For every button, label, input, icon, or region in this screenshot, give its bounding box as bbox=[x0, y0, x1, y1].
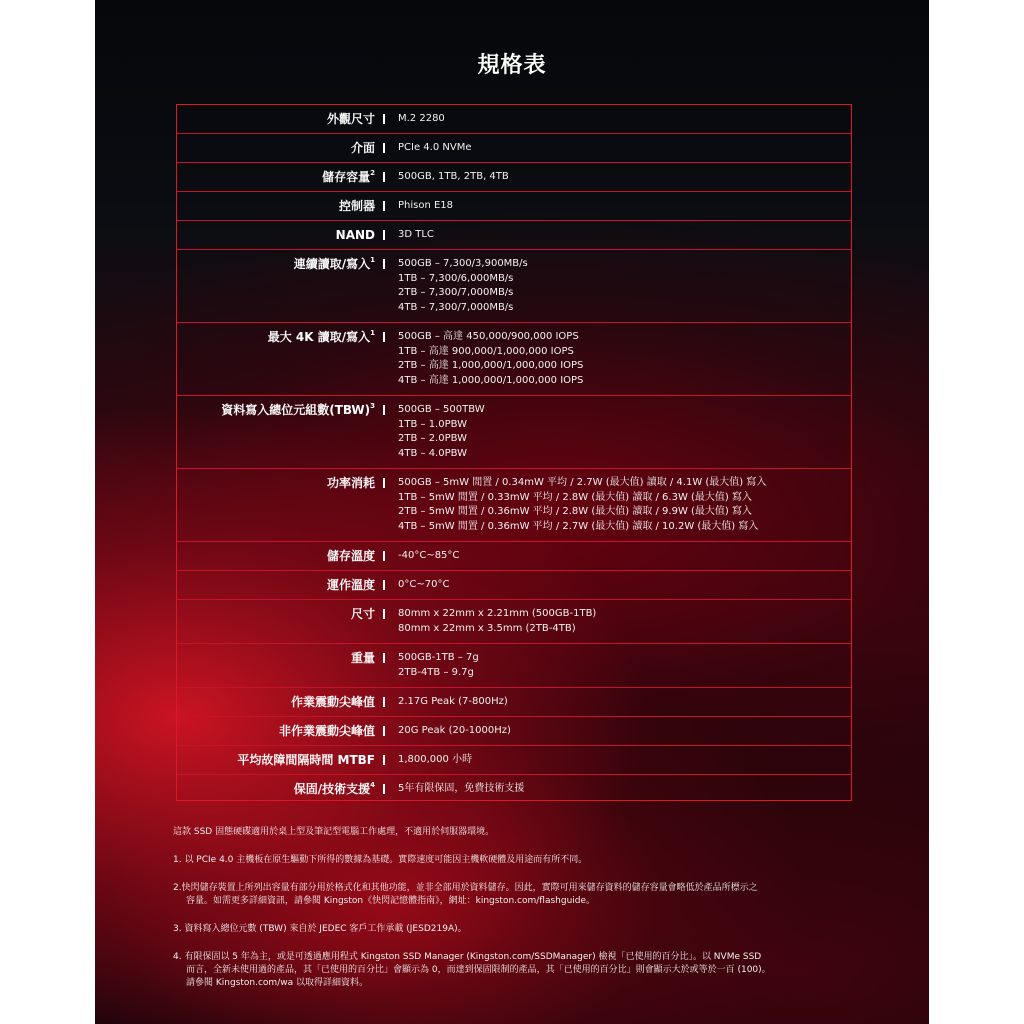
spec-row bbox=[177, 717, 851, 746]
spec-label: 外觀尺寸 bbox=[326, 112, 375, 126]
footnote bbox=[173, 854, 873, 867]
spec-value-line: 2.17G Peak (7-800Hz) bbox=[398, 696, 508, 707]
spec-row bbox=[177, 221, 851, 250]
separator-bar bbox=[383, 784, 385, 794]
spec-value-line: 20G Peak (20-1000Hz) bbox=[398, 725, 511, 736]
spec-row bbox=[177, 469, 851, 542]
spec-value bbox=[398, 651, 479, 680]
spec-label: 最大 4K 讀取/寫入$^1$ bbox=[267, 329, 375, 344]
spec-value-line: -40°C~85°C bbox=[398, 550, 460, 561]
spec-value-line: 80mm x 22mm x 2.21mm (500GB-1TB) bbox=[398, 608, 597, 619]
spec-value bbox=[398, 228, 434, 243]
spec-label: 作業震動尖峰值 bbox=[290, 695, 375, 709]
spec-value-line: 2TB – 2.0PBW bbox=[398, 433, 468, 444]
spec-value-line: Phison E18 bbox=[398, 200, 454, 211]
footnote-line: 而言，全新未使用過的產品，其「已使用的百分比」會顯示為 0，而達到保固限制的產品，其「已使用的百分比」則會顯示大於或等於一百 (100)。 bbox=[186, 965, 771, 975]
footnote-ref: 2 bbox=[370, 169, 375, 177]
spec-row bbox=[177, 134, 851, 163]
footnote-line: 容量。如需更多詳細資訊，請參閱 Kingston《快閃記憶體指南》，網址：kingston.com/flashguide。 bbox=[186, 896, 596, 906]
spec-value-line: 0°C~70°C bbox=[398, 579, 450, 590]
spec-value-line: 500GB – 5mW 閒置 / 0.34mW 平均 / 2.7W (最大值) 讀取 / 4.1W (最大值) 寫入 bbox=[398, 477, 767, 488]
spec-label: 介面 bbox=[350, 141, 375, 155]
spec-value-line: 1TB – 1.0PBW bbox=[398, 418, 468, 430]
spec-label: NAND bbox=[335, 228, 375, 242]
spec-row bbox=[177, 542, 851, 571]
spec-row bbox=[177, 323, 851, 396]
spec-label: 重量 bbox=[350, 651, 375, 665]
spec-value bbox=[398, 257, 528, 315]
spec-table bbox=[176, 104, 852, 801]
spec-value bbox=[398, 549, 459, 564]
spec-value bbox=[398, 782, 524, 797]
separator-bar bbox=[383, 259, 385, 269]
spec-value-line: 5年有限保固，免費技術支援 bbox=[398, 783, 525, 794]
footnotes bbox=[173, 826, 873, 1005]
spec-value bbox=[398, 403, 485, 461]
spec-value-line: 4TB – 4.0PBW bbox=[398, 447, 468, 459]
spec-value bbox=[398, 141, 471, 156]
separator-bar bbox=[383, 143, 385, 153]
footnote-ref: 4 bbox=[370, 781, 375, 789]
spec-label: 儲存容量$^2$ bbox=[322, 169, 375, 184]
separator-bar bbox=[383, 230, 385, 240]
spec-row bbox=[177, 746, 851, 775]
spec-label: 控制器 bbox=[338, 199, 375, 213]
footnote-ref: 3 bbox=[370, 402, 375, 410]
spec-label: 非作業震動尖峰值 bbox=[278, 724, 375, 738]
spec-value-line: 4TB – 5mW 閒置 / 0.36mW 平均 / 2.7W (最大值) 讀取 / 10.2W (最大值) 寫入 bbox=[398, 520, 759, 532]
spec-value bbox=[398, 199, 453, 214]
separator-bar bbox=[383, 726, 385, 736]
spec-value-line: 2TB – 5mW 閒置 / 0.36mW 平均 / 2.8W (最大值) 讀取 / 9.9W (最大值) 寫入 bbox=[398, 506, 753, 517]
spec-value-line: 1TB – 5mW 閒置 / 0.33mW 平均 / 2.8W (最大值) 讀取 / 6.3W (最大值) 寫入 bbox=[398, 491, 753, 503]
spec-value bbox=[398, 170, 509, 185]
spec-row bbox=[177, 163, 851, 192]
spec-value bbox=[398, 112, 445, 127]
spec-row bbox=[177, 105, 851, 134]
spec-value-line: 500GB – 500TBW bbox=[398, 404, 485, 415]
spec-row bbox=[177, 396, 851, 469]
footnote-line: 4. 有限保固以 5 年為主，或是可透過應用程式 Kingston SSD Manager (Kingston.com/SSDManager) 檢視「已使用的百分比」。以 NVMe SSD bbox=[173, 952, 762, 962]
spec-value-line: 2TB – 高達 1,000,000/1,000,000 IOPS bbox=[398, 360, 584, 371]
footnote-line: 1. 以 PCIe 4.0 主機板在原生驅動下所得的數據為基礎。實際速度可能因主機軟硬體及用途而有所不同。 bbox=[173, 855, 588, 865]
separator-bar bbox=[383, 755, 385, 765]
spec-value-line: PCIe 4.0 NVMe bbox=[398, 142, 472, 153]
separator-bar bbox=[383, 405, 385, 415]
spec-value-line: 500GB-1TB – 7g bbox=[398, 652, 479, 663]
footnote-line: 2.快閃儲存裝置上所列出容量有部分用於格式化和其他功能，並非全部用於資料儲存。因此，實際可用來儲存資料的儲存容量會略低於產品所標示之 bbox=[173, 883, 758, 893]
spec-value-line: 1,800,000 小時 bbox=[398, 754, 473, 765]
footnote-ref: 1 bbox=[370, 329, 375, 337]
spec-value bbox=[398, 695, 508, 710]
page-title: 規格表 bbox=[477, 53, 547, 78]
spec-value-line: 1TB – 高達 900,000/1,000,000 IOPS bbox=[398, 345, 574, 357]
spec-value bbox=[398, 724, 511, 739]
spec-label: 資料寫入總位元組數(TBW)$^3$ bbox=[221, 402, 375, 417]
footnote bbox=[173, 923, 873, 936]
separator-bar bbox=[383, 478, 385, 488]
footnote bbox=[173, 826, 873, 839]
spec-label: 保固/技術支援$^4$ bbox=[293, 781, 375, 796]
footnote-line: 請參閱 Kingston.com/wa 以取得詳細資料。 bbox=[186, 978, 368, 988]
spec-label: 平均故障間隔時間 MTBF bbox=[237, 753, 375, 767]
footnote bbox=[173, 951, 873, 990]
spec-row bbox=[177, 192, 851, 221]
spec-value bbox=[398, 578, 449, 593]
spec-value bbox=[398, 753, 472, 768]
spec-value-line: 2TB-4TB – 9.7g bbox=[398, 666, 474, 678]
spec-value-line: 3D TLC bbox=[398, 229, 434, 240]
spec-value-line: 80mm x 22mm x 3.5mm (2TB-4TB) bbox=[398, 622, 576, 634]
spec-value-line: M.2 2280 bbox=[398, 113, 445, 124]
footnote-line: 這款 SSD 固態硬碟適用於桌上型及筆記型電腦工作處理，不適用於伺服器環境。 bbox=[173, 827, 495, 837]
separator-bar bbox=[383, 551, 385, 561]
footnote-line: 3. 資料寫入總位元數 (TBW) 來自於 JEDEC 客戶工作承載 (JESD219A)。 bbox=[173, 924, 467, 934]
spec-value bbox=[398, 330, 583, 388]
footnote-ref: 1 bbox=[370, 256, 375, 264]
spec-label: 尺寸 bbox=[350, 607, 375, 621]
separator-bar bbox=[383, 609, 385, 619]
separator-bar bbox=[383, 332, 385, 342]
spec-row bbox=[177, 688, 851, 717]
spec-label: 功率消耗 bbox=[326, 476, 375, 490]
spec-row bbox=[177, 600, 851, 644]
spec-value bbox=[398, 607, 596, 636]
spec-value-line: 1TB – 7,300/6,000MB/s bbox=[398, 272, 514, 284]
spec-value-line: 500GB – 7,300/3,900MB/s bbox=[398, 258, 528, 269]
spec-label: 運作溫度 bbox=[326, 578, 375, 592]
spec-value-line: 500GB – 高達 450,000/900,000 IOPS bbox=[398, 331, 579, 342]
separator-bar bbox=[383, 580, 385, 590]
spec-value-line: 4TB – 高達 1,000,000/1,000,000 IOPS bbox=[398, 374, 584, 386]
spec-row bbox=[177, 571, 851, 600]
spec-sheet-panel bbox=[95, 0, 929, 1024]
spec-value-line: 2TB – 7,300/7,000MB/s bbox=[398, 287, 514, 298]
separator-bar bbox=[383, 172, 385, 182]
spec-value-line: 500GB, 1TB, 2TB, 4TB bbox=[398, 171, 509, 182]
spec-value-line: 4TB – 7,300/7,000MB/s bbox=[398, 301, 514, 313]
spec-label: 連續讀取/寫入$^1$ bbox=[293, 256, 375, 271]
spec-row bbox=[177, 644, 851, 688]
spec-row bbox=[177, 250, 851, 323]
spec-value bbox=[398, 476, 766, 534]
footnote bbox=[173, 882, 873, 908]
separator-bar bbox=[383, 653, 385, 663]
spec-label: 儲存溫度 bbox=[326, 549, 375, 563]
separator-bar bbox=[383, 201, 385, 211]
separator-bar bbox=[383, 114, 385, 124]
separator-bar bbox=[383, 697, 385, 707]
spec-row bbox=[177, 775, 851, 813]
